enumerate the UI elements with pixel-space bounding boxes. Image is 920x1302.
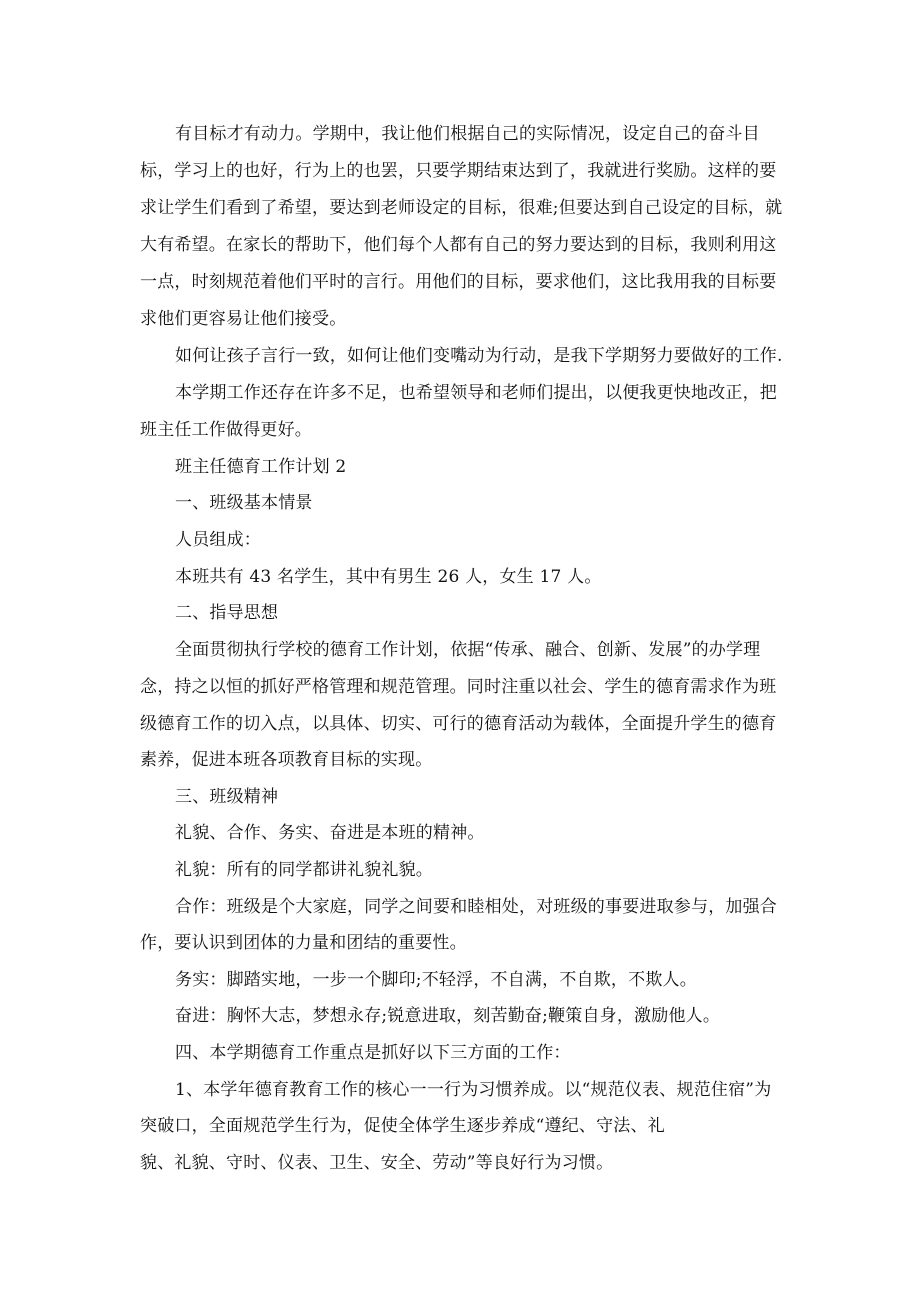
- paragraph-line: 礼貌、合作、务实、奋进是本班的精神。: [175, 823, 485, 843]
- section-heading: 一、班级基本情景: [175, 493, 313, 513]
- paragraph-line: 全面贯彻执行学校的德育工作计划，依据“传承、融合、创新、发展”的办学理: [175, 640, 761, 660]
- paragraph-line: 求他们更容易让他们接受。: [140, 309, 347, 329]
- paragraph-line: 礼貌：所有的同学都讲礼貌礼貌。: [175, 860, 433, 880]
- section-heading: 三、班级精神: [175, 787, 279, 807]
- paragraph-line: 标，学习上的也好，行为上的也罢，只要学期结束达到了，我就进行奖励。这样的要: [140, 161, 777, 181]
- paragraph-line: 合作：班级是个大家庭，同学之间要和睦相处，对班级的事要进取参与，加强合: [175, 897, 777, 917]
- paragraph-line: 奋进：胸怀大志，梦想永存;锐意进取，刻苦勤奋;鞭策自身，激励他人。: [175, 1006, 721, 1026]
- paragraph-line: 有目标才有动力。学期中，我让他们根据自己的实际情况，设定自己的奋斗目: [175, 124, 760, 144]
- paragraph-line: 班主任工作做得更好。: [140, 420, 312, 440]
- paragraph-line: 大有希望。在家长的帮助下，他们每个人都有自己的努力要达到的目标，我则利用这: [140, 235, 777, 255]
- paragraph-line: 本班共有 43 名学生，其中有男生 26 人，女生 17 人。: [175, 567, 602, 587]
- section-heading: 四、本学期德育工作重点是抓好以下三方面的工作：: [175, 1043, 571, 1063]
- paragraph-line: 貌、礼貌、守时、仪表、卫生、安全、劳动”等良好行为习惯。: [140, 1153, 614, 1173]
- paragraph-line: 素养，促进本班各项教育目标的实现。: [140, 750, 433, 770]
- paragraph-line: 1、本学年德育教育工作的核心一一行为习惯养成。以“规范仪表、规范住宿”为: [175, 1080, 772, 1100]
- paragraph-line: 求让学生们看到了希望，要达到老师设定的目标，很难;但要达到自己设定的目标，就: [140, 198, 783, 218]
- paragraph-line: 突破口，全面规范学生行为，促使全体学生逐步养成“遵纪、守法、礼: [140, 1116, 665, 1136]
- paragraph-line: 作，要认识到团体的力量和团结的重要性。: [140, 933, 467, 953]
- paragraph-line: 一点，时刻规范着他们平时的言行。用他们的目标，要求他们，这比我用我的目标要: [140, 272, 777, 292]
- paragraph-line: 本学期工作还存在许多不足，也希望领导和老师们提出，以便我更快地改正，把: [175, 383, 777, 403]
- paragraph-line: 念，持之以恒的抓好严格管理和规范管理。同时注重以社会、学生的德育需求作为班: [140, 677, 777, 697]
- paragraph-line: 务实：脚踏实地，一步一个脚印;不轻浮，不自满，不自欺，不欺人。: [175, 970, 697, 990]
- paragraph-line: 人员组成：: [175, 530, 261, 550]
- section-title: 班主任德育工作计划 2: [175, 457, 347, 477]
- section-heading: 二、指导思想: [175, 603, 279, 623]
- paragraph-line: 如何让孩子言行一致，如何让他们变嘴动为行动，是我下学期努力要做好的工作.: [175, 346, 783, 366]
- paragraph-line: 级德育工作的切入点，以具体、切实、可行的德育活动为载体，全面提升学生的德育: [140, 714, 777, 734]
